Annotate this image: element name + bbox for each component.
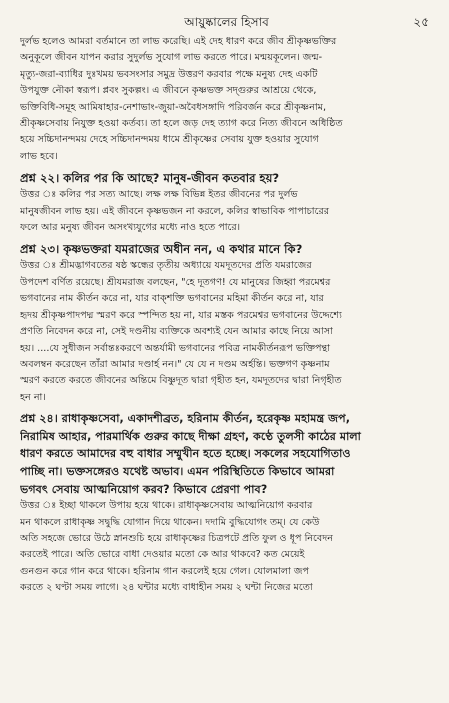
text-line: করতেই পারে। অতি ভোরে বাধা দেওয়ার মতো কে আর থাকবে? কত মেয়েই [20,549,305,561]
text-line: প্রণতি নিবেদন করে না, সেই দণ্ডনীয় ব্যক্তিকে অবশ্যই যেন আমার কাছে নিয়ে আসা [20,326,333,338]
text-line: অতি সহজে ভোরে উঠে স্নানশুচি হয়ে রাধাকৃষ্ণের চিত্রপটে প্রতি ফুল ও ধূপ নিবেদন [20,532,333,544]
text-line: উপদেশ বর্ণিত রয়েছে। শ্রীযমরাজ বলছেন, "হে দূতগণ! যে মানুষের জিহ্বা পরমেশ্বর [20,276,331,288]
answer-23 [20,258,433,406]
text-line: উত্তর ঃ ইচ্ছা থাকলে উপায় হয়ে থাকে। রাধাকৃষ্ণসেবায় আত্মনিয়োগ করবার [20,500,313,512]
text-line: ভগবানের নাম কীর্তন করে না, যার বাক্‌শক্তি ভগবানের মহিমা কীর্তন করে না, যার [20,293,324,305]
text-line: মন থাকলে রাধাকৃষ্ণ সদ্বুদ্ধি যোগান দিয়ে থাকেন। দদামি বুদ্ধিযোগং তম্। যে কেউ [20,516,320,528]
text-line: দুর্লভ হলেও আমরা বর্তমানে তা লাভ করেছি। এই দেহ ধারণ করে জীব শ্রীকৃষ্ণভক্তির [20,36,337,47]
question-24 [20,410,433,498]
question-22: প্রশ্ন ২২। কলির পর কি আছে? মানুষ-জীবন কতবার হয়? [20,171,280,186]
text-line: স্মরণ করতে করতে জীবনের অন্তিমে বিষ্ণুদূত দ্বারা গৃহীত হন, যমদূতদের দ্বারা নিগৃহীত [20,375,342,387]
intro-paragraph [20,34,433,165]
page-header [20,10,433,34]
text-line: গুনগুন করে গান করে থাকে। হরিনাম গান করলেই হয়ে গেল। যোলমালা জপ [20,565,309,577]
question-line: প্রশ্ন ২৪। রাধাকৃষ্ণসেবা, একাদশীব্রত, হরিনাম কীর্তন, হরেকৃষ্ণ মহামন্ত্র জপ, [20,412,350,426]
text-line: অবলম্বন করেছেন তাঁরা আমার দণ্ডার্হ নন।" যে যে ন দণ্ডম অর্হন্তি। ভক্তগণ কৃষ্ণনাম [20,358,330,370]
text-line: ভক্তিবিধি-সমূহ আমিষাহার-নেশাভাং-জুয়া-অবৈধসঙ্গাদি পরিবর্জন করে শ্রীকৃষ্ণনাম, [20,101,327,113]
answer-24 [20,498,433,596]
text-line: উপযুক্ত নৌকা স্বরূপ। প্লবং সুকল্পং। এ জীবনে কৃষ্ণভক্ত সদ্গুরুর আশ্রয়ে থেকে, [20,85,317,97]
text-line: করতে ২ ঘণ্টা সময় লাগে। ২৪ ঘন্টার মধ্যে বাধাহীন সময় ২ ঘন্টা নিজের মতো [20,582,313,594]
question-23: প্রশ্ন ২৩। কৃষ্ণভক্তরা যমরাজের অধীন নন, এ কথার মানে কি? [20,242,303,257]
text-line: হৃদয় শ্রীকৃষ্ণপাদপদ্ম স্মরণ করে স্পন্দিত হয় না, যার মস্তক পরমেশ্বর ভগবানের উদ্দেশ্যে [20,309,342,321]
text-line: লাভ হবে। [20,150,58,162]
text-line: উত্তর ঃ শ্রীমদ্ভাগবতের ষষ্ঠ স্কন্ধের তৃতীয় অধ্যায়ে যমদূতদের প্রতি যমরাজের [20,260,312,272]
text-line: উত্তর ঃ কলির পর সত্য আছে। লক্ষ লক্ষ বিভিন্ন ইতর জীবনের পর দুর্লভ [20,189,298,201]
text-line: মৃত্যু-জরা-ব্যাধির দুঃখময় ভবসংসার সমুদ্র উত্তরণ করবার পক্ষে মনুষ্য দেহ একটি [20,68,318,80]
text-line: হয়ে সচ্চিদানন্দময় দেহে সচ্চিদানন্দময় ধামে শ্রীকৃষ্ণের সেবায় যুক্ত হওয়ার সুযোগ [20,134,319,146]
text-line: অনুকূলে জীবন যাপন করার সুদুর্লভ সুযোগ লাভ করতে পারে। মন্ময়কূলেন। জন্ম- [20,52,323,64]
question-line: ধারণ করতে আমাদের বহু বাধার সম্মুখীন হতে হচ্ছে। সকলের সহযোগিতাও [20,447,351,461]
answer-22 [20,187,433,236]
question-line: নিরামিষ আহার, পারমার্থিক গুরুর কাছে দীক্ষা গ্রহণ, কণ্ঠে তুলসী কাঠের মালা [20,429,361,443]
running-title: আয়ুষ্কালের হিসাব [184,15,269,29]
text-line: হয়। ....যে সুধীজন সর্বান্তঃকরণে অন্তর্যামী ভগবানের পবিত্র নামকীর্তনরূপ ভক্তিপন্থা [20,342,330,354]
question-line: ভগবৎ সেবায় আত্মনিয়োগ করব? কিভাবে প্রেরণা পাব? [20,482,268,496]
page-number: ২৫ [413,15,429,29]
text-line: শ্রীকৃষ্ণসেবায় নিযুক্ত হওয়া কর্তব্য। তা হলে জড় দেহ ত্যাগ করে নিত্য জীবনে অধিষ্ঠিত [20,118,343,130]
text-line: ফলে আর মনুষ্য জীবন অসংখ্যযুগের মধ্যে নাও হতে পারে। [20,222,241,234]
text-line: মানুষজীবন লাভ হয়। এই জীবনে কৃষ্ণভজন না করলে, কলির স্বাভাবিক পাপাচারের [20,205,329,217]
text-line: হন না। [20,391,46,403]
question-line: পাচ্ছি না। ভক্তসঙ্গেরও যথেষ্ট অভাব। এমন পরিস্থিতিতে কিভাবে আমরা [20,464,335,478]
